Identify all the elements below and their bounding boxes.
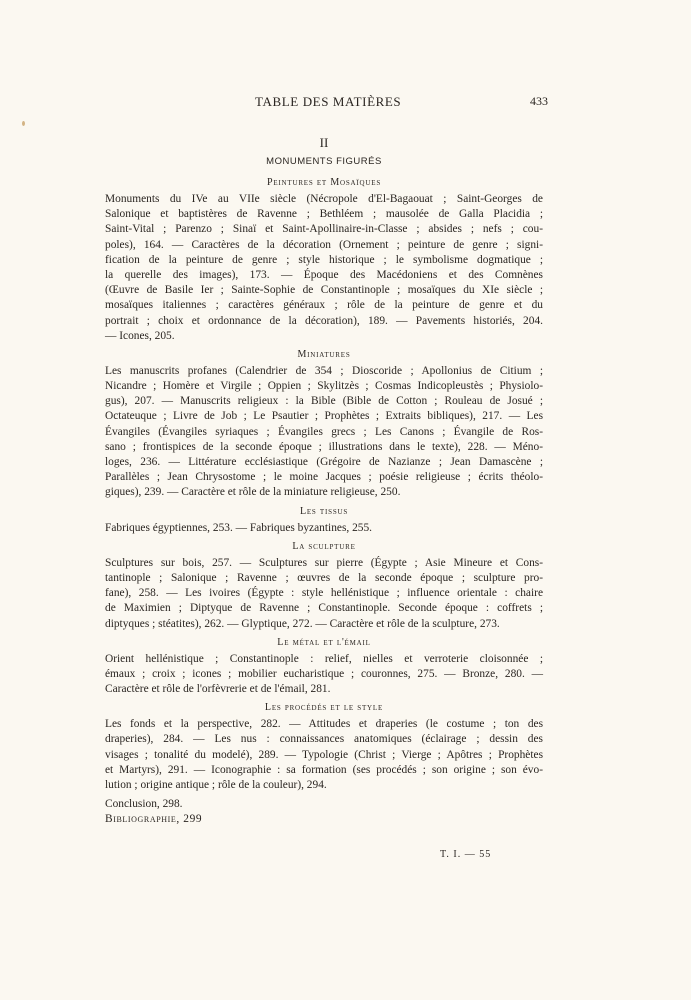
text-line: draperies), 284. — Les nus : connaissances anatomiques (éclairage ; dessin des [105,733,543,746]
text-line: Monuments du IVe au VIIe siècle (Nécropole d'El-Bagaouat ; Saint-Georges de [105,193,543,205]
bibliography-entry: Bibliographie, 299 [105,813,203,826]
text-line: Octateuque ; Livre de Job ; Le Psautier ; Prophètes ; Extraits bibliques), 217. — Les [105,410,543,423]
text-line: tantinople ; Salonique ; Ravenne ; œuvres de la seconde époque ; sculpture pro- [105,571,543,584]
text-line: Saint-Vital ; Parenzo ; Sinaï et Saint-Apollinaire-in-Classe ; absides ; nefs ; cou- [105,223,543,236]
text-line: Les fonds et la perspective, 282. — Attitudes et draperies (le costume ; ton des [105,718,543,731]
subsection-paragraph [105,192,543,344]
text-line: giques), 239. — Caractère et rôle de la miniature religieuse, 250. [105,486,401,499]
subsection-heading: Miniatures [297,348,351,360]
subsection-paragraph [105,521,543,536]
subsection-paragraph [105,364,543,501]
text-line: mosaïques italiennes ; caractères généraux ; rôle de la peinture de genre et du [105,299,543,312]
subsection-heading: La sculpture [292,540,356,552]
running-title: TABLE DES MATIÈRES [255,94,402,109]
text-line: portrait ; choix et ordonnance de la décoration), 189. — Pavements historiés, 204. [105,314,543,327]
text-line: Évangiles (Évangiles syriaques ; Évangiles grecs ; Les Canons ; Évangile de Ros- [105,425,543,438]
section-number: II [319,135,329,150]
text-line: visages ; tonalité du modelé), 289. — Typologie (Christ ; Vierge ; Apôtres ; Prophètes [105,748,543,761]
text-line: Fabriques égyptiennes, 253. — Fabriques byzantines, 255. [105,521,373,534]
text-line: diptyques ; stéatites), 262. — Glyptique, 272. — Caractère et rôle de la sculpture, 273. [105,617,500,630]
section-title: MONUMENTS FIGURÉS [266,156,382,167]
text-line: lution ; origine antique ; rôle de la couleur), 294. [105,779,327,791]
text-line: poles), 164. — Caractères de la décoration (Ornement ; peinture de genre ; signi- [105,238,543,251]
text-line: la querelle des images), 173. — Époque des Macédoniens et des Comnènes [105,268,543,281]
text-line: Salonique et baptistères de Ravenne ; Bethléem ; mausolée de Galla Placidia ; [105,208,543,221]
text-line: et Martyrs), 291. — Iconographie : sa formation (ses procédés ; son origine ; son évo- [105,763,543,776]
body-text [105,136,543,828]
text-line: Caractère et rôle de l'orfèvrerie et de l'émail, 281. [105,683,331,696]
text-line: Nicandre ; Homère et Virgile ; Oppien ; Skylitzès ; Cosmas Indicopleustès ; Physiolo- [105,380,543,393]
running-head [0,94,691,110]
subsection-paragraph [105,652,543,698]
subsection-heading: Peintures et Mosaïques [266,177,382,188]
text-line: sano ; frontispices de la seconde époque ; illustrations dans le texte), 228. — Méno- [105,440,543,453]
text-line: Orient hellénistique ; Constantinople : relief, nielles et verroterie cloisonnée ; [105,652,543,665]
text-line: loges, 236. — Littérature ecclésiastique (Grégoire de Nazianze ; Jean Damascène ; [105,456,543,468]
text-line: (Œuvre de Basile Ier ; Sainte-Sophie de Constantinople ; mosaïques du XIe siècle ; [105,284,543,297]
text-line: Parallèles ; Jean Chrysostome ; le moine Jacques ; poésie religieuse ; écrits théolo- [105,471,543,484]
conclusion-entry: Conclusion, 298. [105,798,183,811]
subsection-heading: Les tissus [299,505,349,517]
subsections [105,176,543,793]
text-line: gus), 207. — Manuscrits religieux : la Bible (Bible de Cotton ; Rouleau de Josué ; [105,395,543,408]
subsection-heading: Le métal et l'émail [277,636,371,648]
text-line: Sculptures sur bois, 257. — Sculptures sur pierre (Égypte ; Asie Mineure et Cons- [105,556,543,569]
signature-mark: T. I. — 55 [440,849,492,860]
subsection-heading: Les procédés et le style [264,702,384,714]
subsection-paragraph [105,717,543,793]
paper-speck [22,121,25,126]
text-line: — Icones, 205. [105,329,175,342]
text-line: fication de la peinture de genre ; style historique ; le symbolisme dogmatique ; [105,253,543,266]
subsection-paragraph [105,556,543,632]
text-line: Les manuscrits profanes (Calendrier de 354 ; Dioscoride ; Apollonius de Citium ; [105,364,543,377]
text-line: de Maximien ; Diptyque de Ravenne ; Constantinople. Seconde époque : coffrets ; [105,602,543,615]
page-number: 433 [530,94,548,108]
text-line: émaux ; croix ; icones ; mobilier eucharistique ; couronnes, 275. — Bronze, 280. — [105,667,543,680]
text-line: fane), 258. — Les ivoires (Égypte : style hellénistique ; influence orientale : chaire [105,587,543,600]
